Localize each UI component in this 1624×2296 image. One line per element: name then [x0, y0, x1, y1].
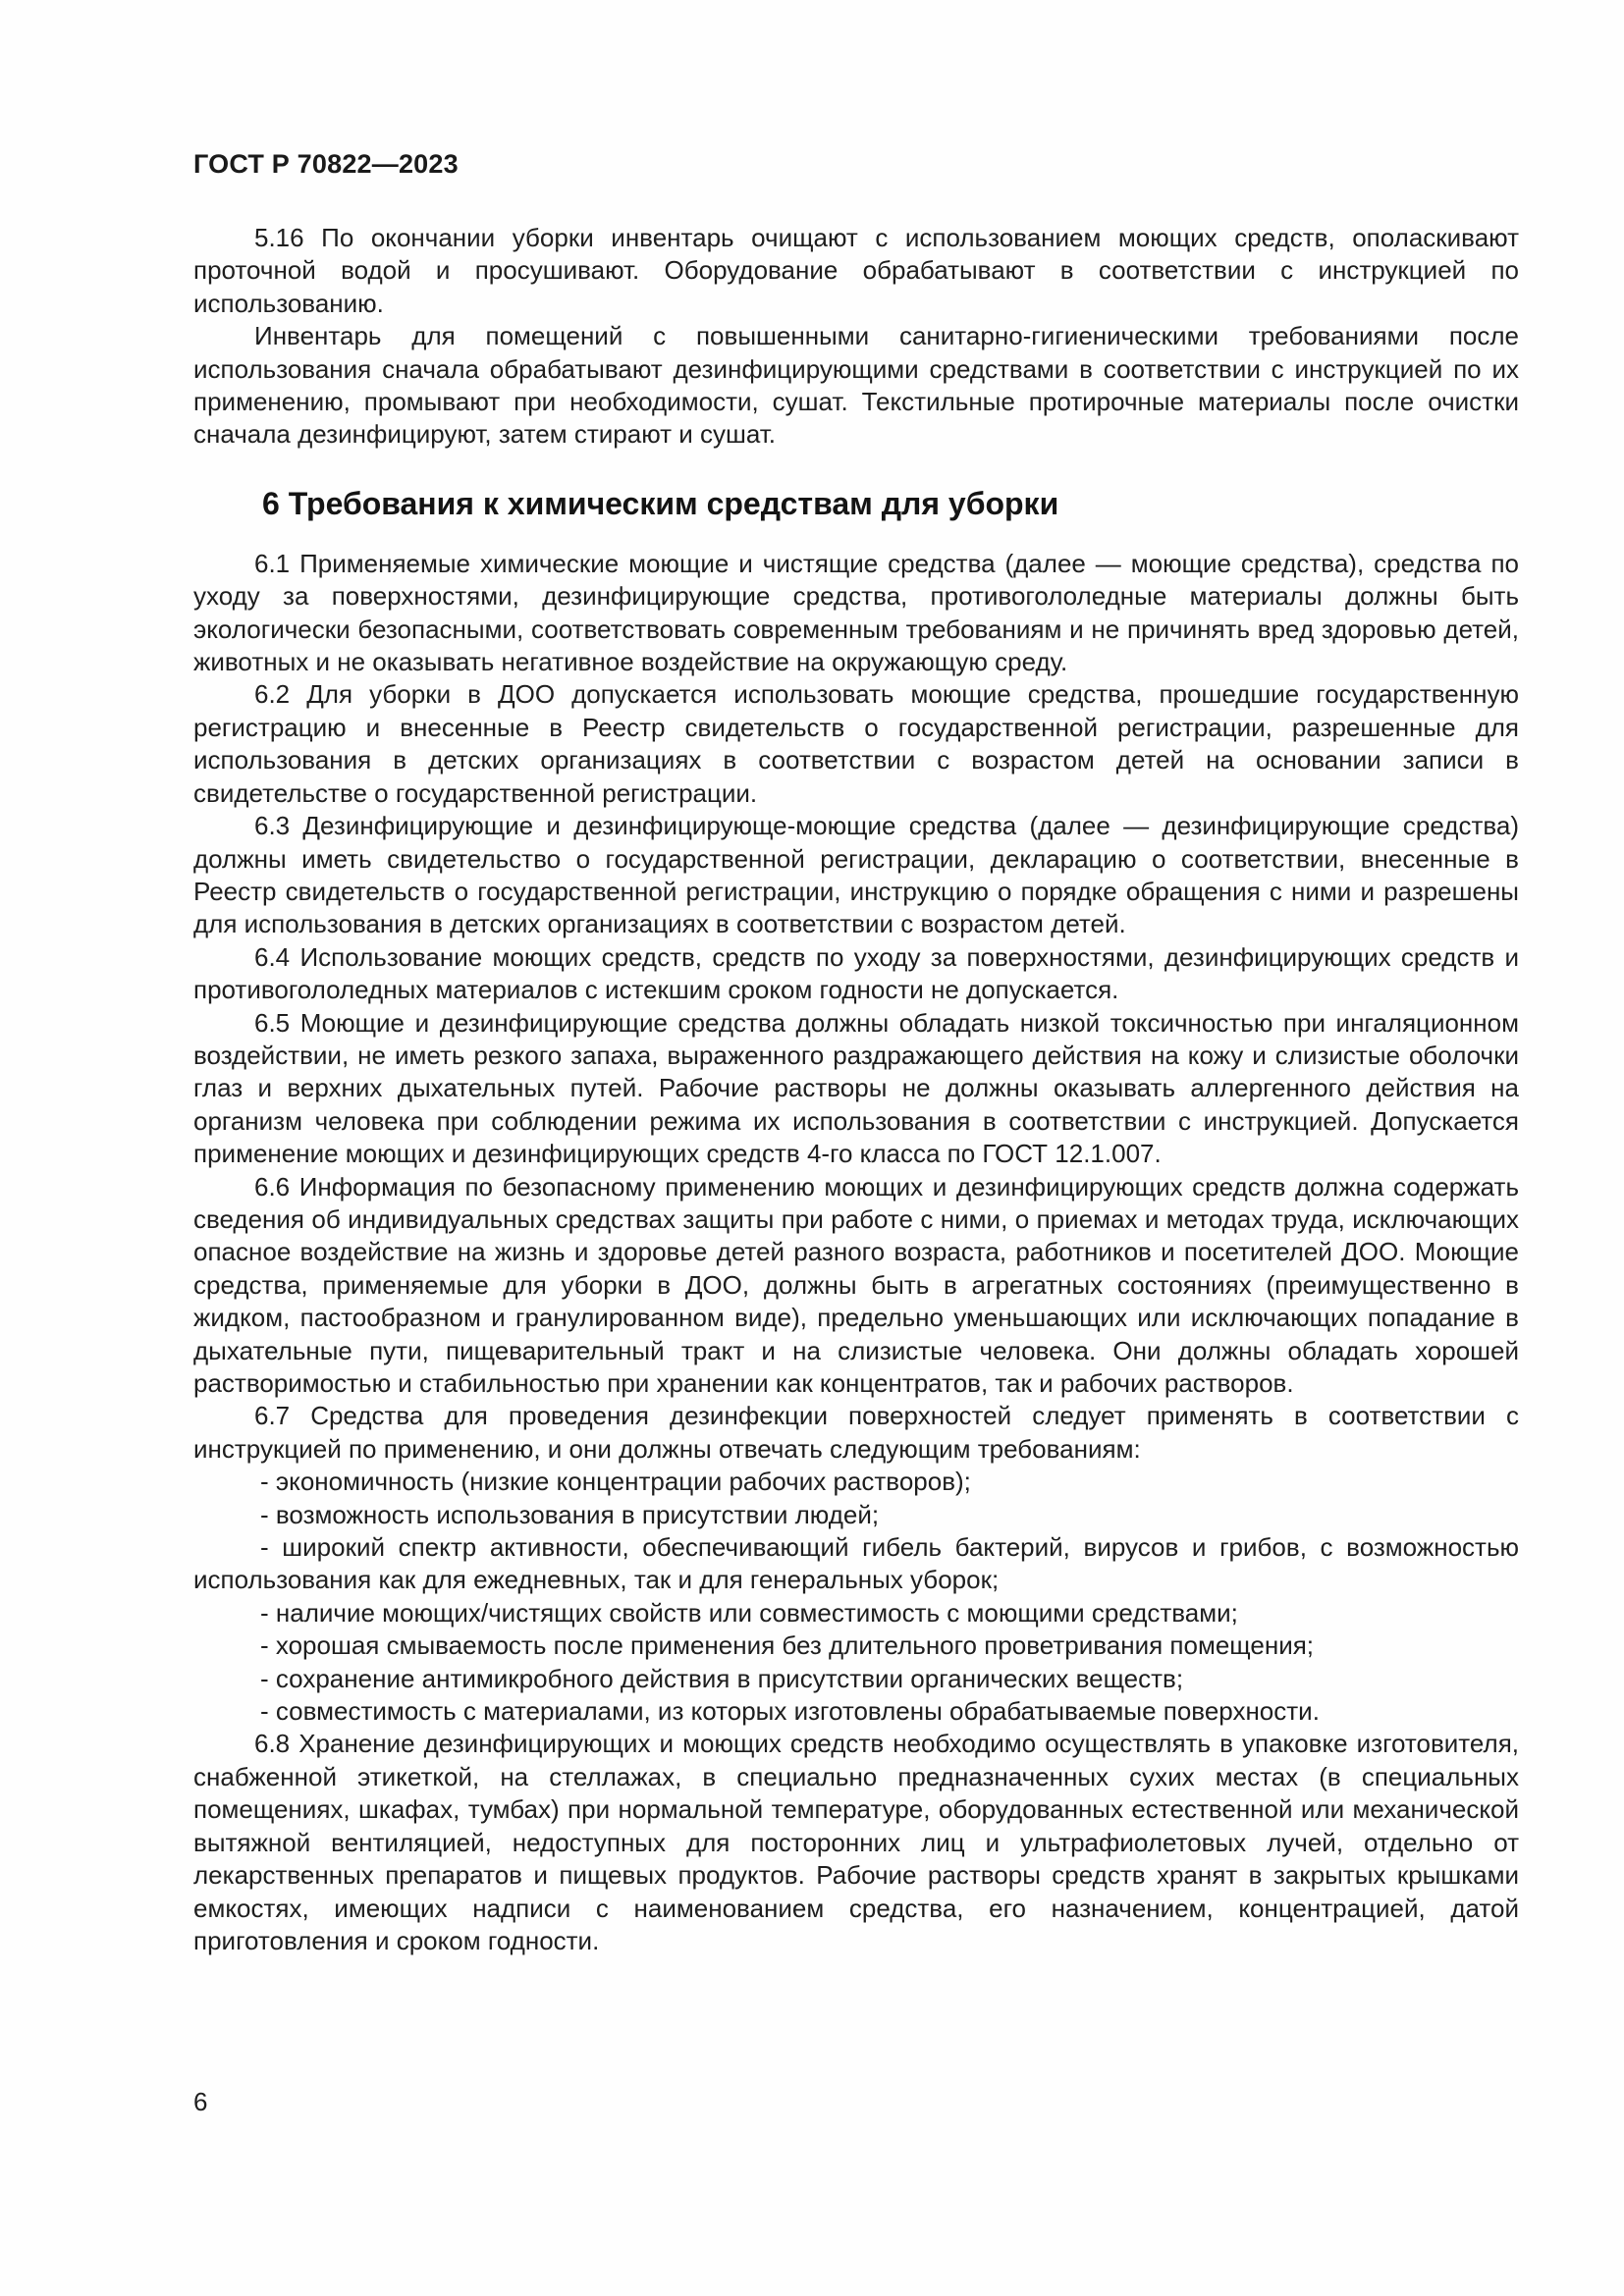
- section-title: 6 Требования к химическим средствам для уборки: [262, 485, 1059, 521]
- paragraph-6-1: 6.1 Применяемые химические моющие и чистящие средства (далее — моющие средства), средства по уходу за поверхностями, дезинфицирующие средства, противогололедные материалы должны быть экологически безопасными, соответствовать современным требованиям и не причинять вред здоровью детей, животных и не оказывать негативное воздействие на окружающую среду.: [193, 548, 1519, 677]
- paragraph-6-4: 6.4 Использование моющих средств, средств по уходу за поверхностями, дезинфицирующих средств и противогололедных материалов с истекшим сроком годности не допускается.: [193, 941, 1519, 1005]
- list-item: - экономичность (низкие концентрации рабочих растворов);: [260, 1467, 971, 1497]
- paragraph-6-2: 6.2 Для уборки в ДОО допускается использовать моющие средства, прошедшие государственную регистрацию и внесенные в Реестр свидетельств о государственной регистрации, разрешенные для использования в детских организациях в соответствии с возрастом детей на основании записи в свидетельстве о государственной регистрации.: [193, 679, 1519, 808]
- document-header: ГОСТ Р 70822—2023: [193, 149, 459, 179]
- paragraph-6-8: 6.8 Хранение дезинфицирующих и моющих средств необходимо осуществлять в упаковке изготовителя, снабженной этикеткой, на стеллажах, в специально предназначенных сухих местах (в специальных помещениях, шкафах, тумбах) при нормальной температуре, оборудованных естественной или механической вытяжной вентиляцией, недоступных для посторонних лиц и ультрафиолетовых лучей, отдельно от лекарственных препаратов и пищевых продуктов. Рабочие растворы средств хранят в закрытых крышками емкостях, имеющих надписи с наименованием средства, его назначением, концентрацией, датой приготовления и сроком годности.: [193, 1729, 1519, 1955]
- paragraph-6-3: 6.3 Дезинфицирующие и дезинфицирующе-моющие средства (далее — дезинфицирующие средства) должны иметь свидетельство о государственной регистрации, декларацию о соответствии, внесенные в Реестр свидетельств о государственной регистрации, инструкцию о порядке обращения с ними и разрешены для использования в детских организациях в соответствии с возрастом детей.: [193, 811, 1519, 939]
- paragraph-6-7: 6.7 Средства для проведения дезинфекции поверхностей следует применять в соответствии с инструкцией по применению, и они должны отвечать следующим требованиям:: [193, 1401, 1519, 1464]
- list-item: - широкий спектр активности, обеспечивающий гибель бактерий, вирусов и грибов, с возможностью использования как для ежедневных, так и для генеральных уборок;: [193, 1532, 1519, 1595]
- requirements-list: [193, 1466, 1519, 1728]
- list-item: - наличие моющих/чистящих свойств или совместимость с моющими средствами;: [260, 1597, 1238, 1628]
- document-body: [193, 222, 1519, 1957]
- list-item: - совместимость с материалами, из которых изготовлены обрабатываемые поверхности.: [260, 1696, 1320, 1727]
- paragraph-5-16: 5.16 По окончании уборки инвентарь очищают с использованием моющих средств, ополаскивают проточной водой и просушивают. Оборудование обрабатывают в соответствии с инструкцией по использованию.: [193, 223, 1519, 318]
- paragraph-6-6: 6.6 Информация по безопасному применению моющих и дезинфицирующих средств должна содержать сведения об индивидуальных средствах защиты при работе с ними, о приемах и методах труда, исключающих опасное воздействие на жизнь и здоровье детей разного возраста, работников и посетителей ДОО. Моющие средства, применяемые для уборки в ДОО, должны быть в агрегатных состояниях (преимущественно в жидком, пастообразном и гранулированном виде), предельно уменьшающих или исключающих попадание в дыхательные пути, пищеварительный тракт и на слизистые человека. Они должны обладать хорошей растворимостью и стабильностью при хранении как концентратов, так и рабочих растворов.: [193, 1171, 1519, 1398]
- paragraph-5-16-inventory: Инвентарь для помещений с повышенными санитарно-гигиеническими требованиями после использования сначала обрабатывают дезинфицирующими средствами в соответствии с инструкцией по их применению, промывают при необходимости, сушат. Текстильные протирочные материалы после очистки сначала дезинфицируют, затем стирают и сушат.: [193, 321, 1519, 450]
- list-item: - хорошая смываемость после применения без длительного проветривания помещения;: [260, 1630, 1315, 1661]
- list-item: - возможность использования в присутствии людей;: [260, 1499, 880, 1529]
- paragraph-6-5: 6.5 Моющие и дезинфицирующие средства должны обладать низкой токсичностью при ингаляционном воздействии, не иметь резкого запаха, выраженного раздражающего действия на кожу и слизистые оболочки глаз и верхних дыхательных путей. Рабочие растворы не должны оказывать аллергенного действия на организм человека при соблюдении режима их использования в соответствии с инструкцией. Допускается применение моющих и дезинфицирующих средств 4-го класса по ГОСТ 12.1.007.: [193, 1007, 1519, 1169]
- page-number: 6: [193, 2087, 208, 2116]
- list-item: - сохранение антимикробного действия в присутствии органических веществ;: [260, 1663, 1184, 1693]
